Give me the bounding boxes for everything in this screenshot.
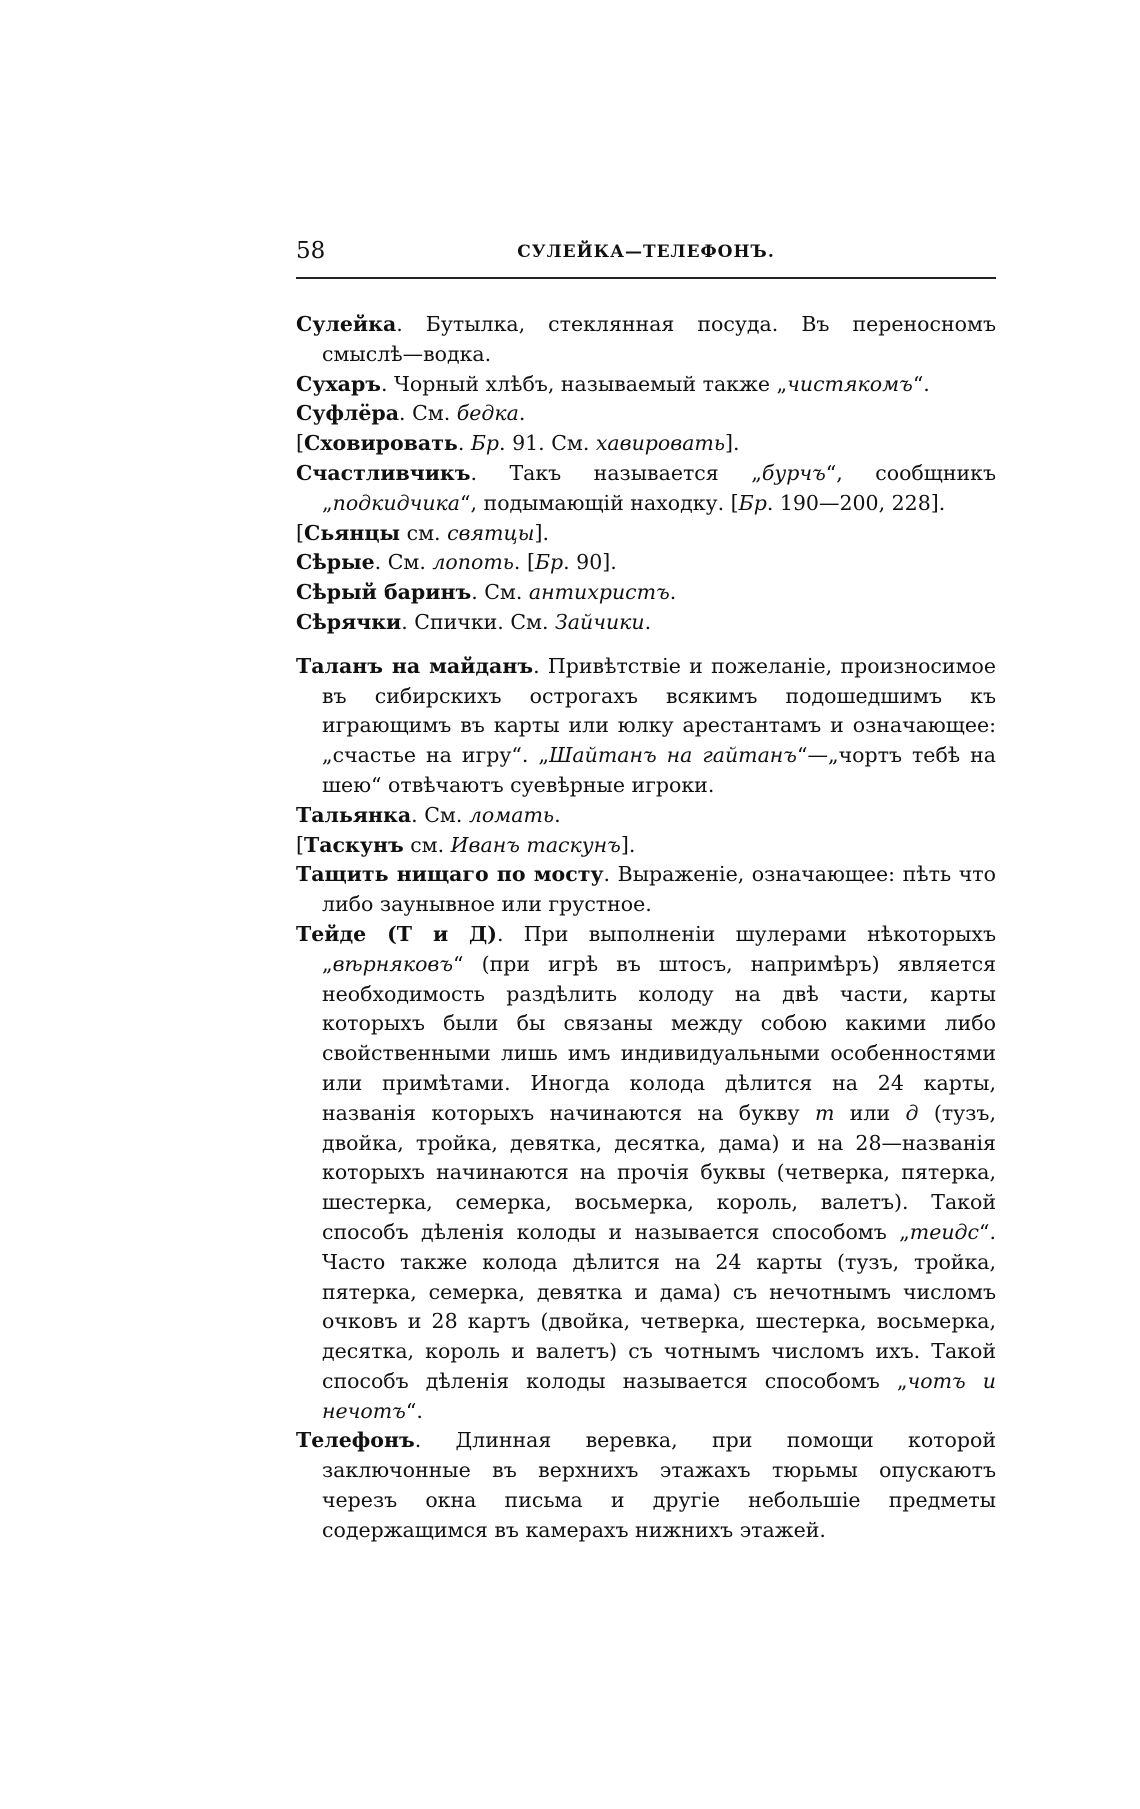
entry-suflera: Суфлёра. См. бедка. [296,401,526,426]
definition: . Длинная веревка, при помощи которой заключонные въ верхнихъ этажахъ тюрьмы опускаютъ черезъ окна письма и другіе небольшіе предметы содержащимся въ камерахъ нижнихъ этажей. [322,1428,996,1542]
headword: Тейде (Т и Д) [296,921,497,946]
headword: Таскунъ [304,832,404,857]
page-number: 58 [296,238,326,264]
cross-reference: святцы [447,520,535,545]
headword: Сховировать [304,431,458,456]
definition: . Спички. См. [401,609,556,634]
entry-taskun: [Таскунъ см. Иванъ таскунъ]. [296,832,636,857]
headword: Телефонъ [296,1428,415,1453]
headword: Сухаръ [296,371,382,396]
page-header [296,238,996,272]
definition: . Такъ называется „ [470,460,762,485]
entry-telefon [296,1426,996,1545]
headword: Сьянцы [304,520,401,545]
entry-syantsy: [Сьянцы см. святцы]. [296,520,550,545]
definition: . См. [399,401,457,426]
cross-reference: Зайчики [555,609,645,634]
cross-reference: лопоть [432,550,514,575]
cross-reference: вѣрняковъ [332,951,454,976]
definition: . При выполненіи шулерами нѣкоторыхъ „ [322,921,996,976]
cross-reference: Бр [738,490,767,515]
entry-seryachki: Сѣрячки. Спички. См. Зайчики. [296,609,652,634]
cross-reference: Бр [470,431,500,456]
cross-reference: подкидчика [332,490,461,515]
cross-reference: бурчъ [761,460,826,485]
entry-talyanka: Тальянка. См. ломать. [296,802,561,827]
running-head: СУЛЕЙКА—ТЕЛЕФОНЪ. [517,242,775,262]
definition: . Выраженіе, означающее: пѣть что либо заунывное или грустное. [322,862,996,917]
entry-talan-na-maidan: Таланъ на майданъ. Привѣтствіе и пожеланіе, произносимое въ сибирскихъ острогахъ всякимъ подошедшимъ къ играющимъ въ карты или юлку арестантамъ и означающее: „счастье на игру“. „Шайтанъ на гайтанъ“—„чортъ тебѣ на шею“ отвѣчаютъ суевѣрные игроки. [296,653,997,797]
headword: Сѣрячки [296,609,402,634]
entry-seryi-barin: Сѣрый баринъ. См. антихристъ. [296,580,677,605]
cross-reference: антихристъ [528,580,670,605]
cross-reference: хавировать [595,431,726,456]
cross-reference: Шайтанъ на гайтанъ [549,743,797,768]
headword: Счастливчикъ [296,460,471,485]
entry-skhavirovat: [Сховировать. Бр. 91. См. хавировать]. [296,431,740,456]
cross-reference: Бр [534,550,564,575]
cross-reference: теидс [909,1219,979,1244]
cross-reference: ломать [468,802,555,827]
entry-schastlivchik: Счастливчикъ. Такъ называется „бурчъ“, сообщникъ „подкидчика“, подымающій находку. [Бр. 190—200, 228]. [296,460,996,515]
headword: Сѣрые [296,550,375,575]
header-rule [296,277,996,279]
entry-suleika [296,310,996,370]
headword: Сулейка [296,312,397,336]
entry-serye: Сѣрые. См. лопоть. [Бр. 90]. [296,550,617,575]
definition: . Чорный хлѣбъ, называемый также „ [381,371,788,396]
cross-reference: чотъ и нечотъ [322,1368,996,1423]
definition: . См. [374,550,433,575]
definition: см. [400,520,448,545]
entry-tashchit [296,860,996,920]
headword: Таланъ на майданъ [296,653,534,678]
cross-reference: Иванъ таскунъ [450,832,621,857]
definition: . Бутылка, стеклянная посуда. Въ переносномъ смыслѣ—водка. [322,312,996,366]
entry-teide: Тейде (Т и Д). При выполненіи шулерами нѣкоторыхъ „вѣрняковъ“ (при игрѣ въ штосъ, напримѣръ) является необходимость раздѣлить колоду на двѣ части, карты которыхъ были бы связаны между собою какими либо свойственными лишь имъ индивидуальными особенностями или примѣтами. Иногда колода дѣлится на 24 карты, названія которыхъ начинаются на букву т или д (тузъ, двойка, тройка, девятка, десятка, дама) и на 28—названія которыхъ начинаются на прочія буквы (четверка, пятерка, шестерка, семерка, восьмерка, король, валетъ). Такой способъ дѣленія колоды и называется способомъ „теидс“. Часто также колода дѣлится на 24 карты (тузъ, тройка, пятерка, семерка, девятка и дама) съ нечотнымъ числомъ очковъ и 28 картъ (двойка, четверка, шестерка, восьмерка, десятка, король и валетъ) съ чотнымъ числомъ ихъ. Такой способъ дѣленія колоды называется способомъ „чотъ и нечотъ“. [296,921,996,1423]
definition: . См. [411,802,469,827]
dictionary-body [296,310,996,1546]
cross-reference: чистякомъ [787,371,913,396]
cross-reference: бедка [456,401,519,426]
definition: см. [403,832,451,857]
cross-reference: т [814,1100,835,1125]
definition: . Привѣтствіе и пожеланіе, произносимое въ сибирскихъ острогахъ всякимъ подошедшимъ къ играющимъ въ карты или юлку арестантамъ и означающее: „счастье на игру“. „ [322,653,996,768]
entry-sukhar: Сухаръ. Чорный хлѣбъ, называемый также „чистякомъ“. [296,371,930,396]
definition: . См. [471,580,529,605]
definition: . [457,431,471,456]
headword: Тальянка [296,802,412,827]
headword: Тащить нищаго по мосту [296,862,604,887]
cross-reference: д [905,1100,919,1125]
headword: Сѣрый баринъ [296,580,472,605]
headword: Суфлёра [296,401,400,426]
